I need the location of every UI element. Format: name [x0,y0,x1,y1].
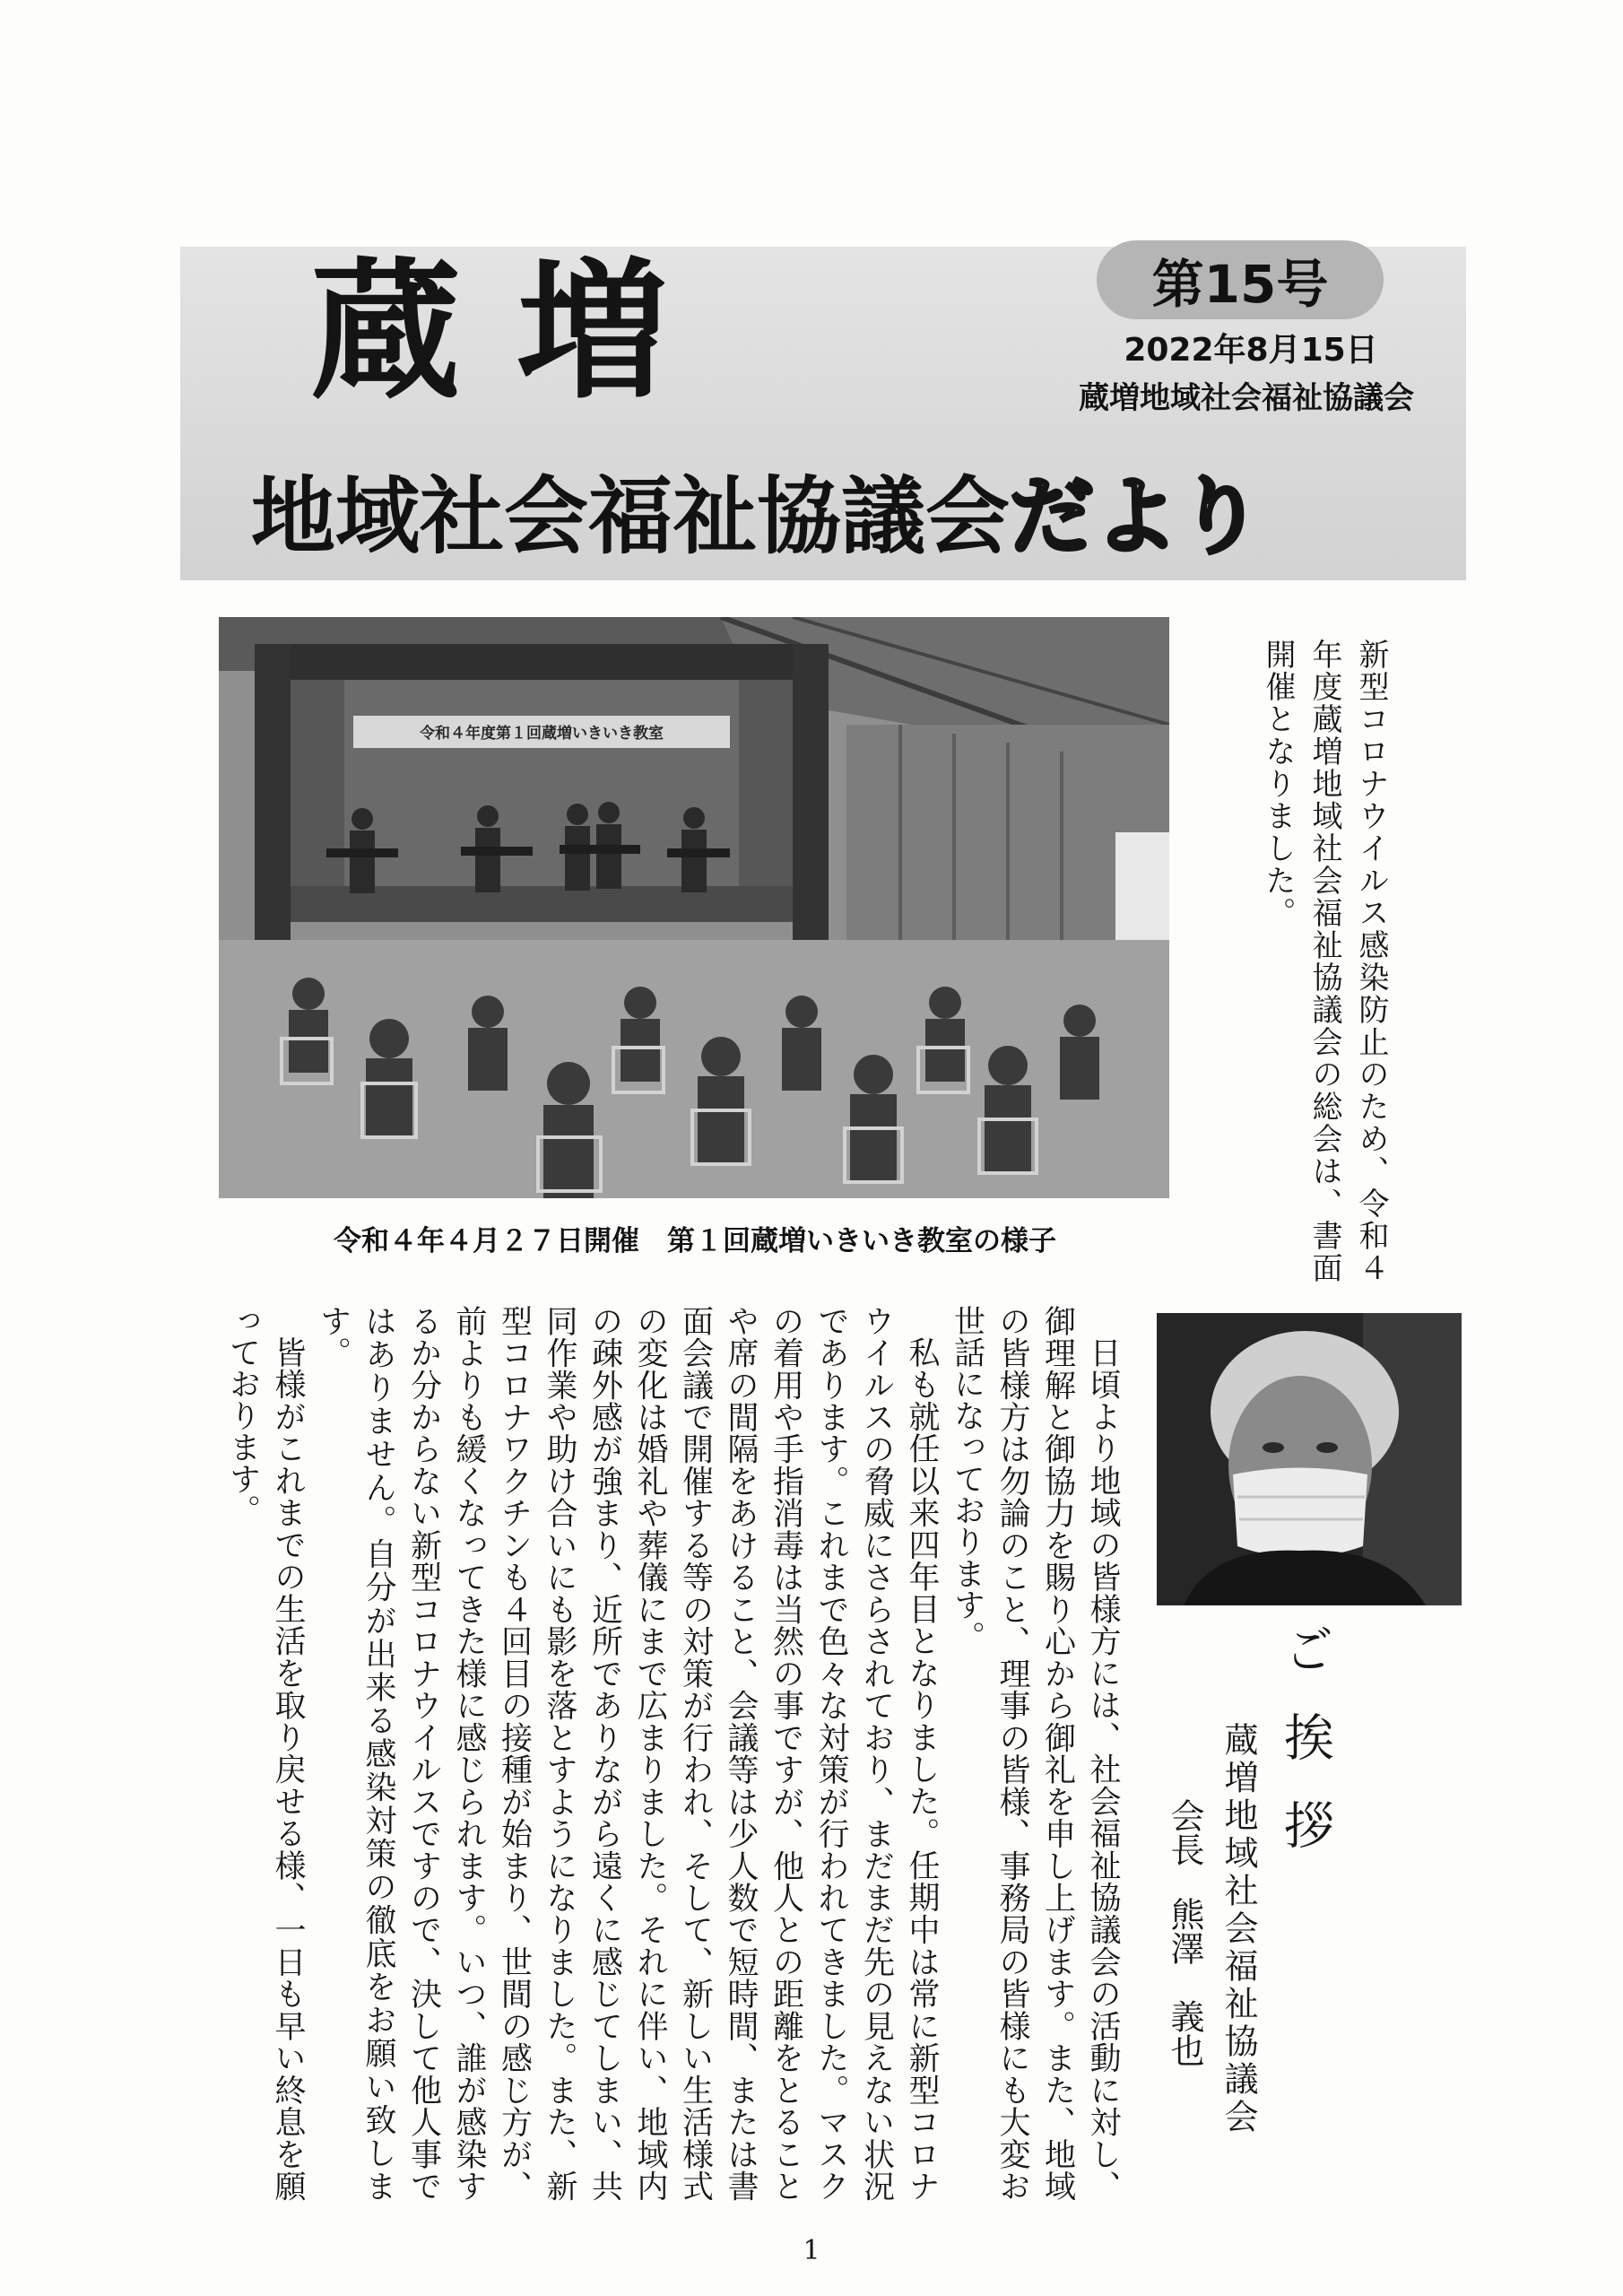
event-photo [219,617,1169,1198]
greeting-heading: ご挨拶 [1276,1623,1334,1887]
issue-number: 第15号 [1151,254,1329,315]
issue-organization: 蔵増地域社会福祉協議会 [1079,380,1414,416]
stage-banner-text: 令和４年度第１回蔵増いきいき教室 [420,725,664,742]
author-role: 会長 [1165,1798,1204,1866]
issue-number-badge [1097,240,1384,319]
general-meeting-notice: 新型コロナウイルス感染防止のため、令和４年度蔵増地域社会福祉協議会の総会は、書面開催となりました。 [1260,639,1389,1284]
greeting-paragraph: 皆様がこれまでの生活を取り戻せる様、一日も早い終息を願っております。 [224,1305,306,2202]
author-name: 熊澤 義也 [1165,1897,1204,2067]
photo-caption: 令和４年４月２７日開催 第１回蔵増いきいき教室の様子 [334,1225,1056,1257]
author-name-line [1155,1798,1209,2211]
page-number: 1 [803,2235,820,2266]
subtitle-main: 地域社会福祉協議会 [251,468,1011,566]
newsletter-subtitle [251,468,1453,567]
chairman-portrait [1157,1313,1462,1605]
greeting-body [197,1305,1125,2202]
issue-date: 2022年8月15日 [1124,332,1378,369]
author-organization: 蔵増地域社会福祉協議会 [1219,1722,1258,2136]
newsletter-title: 蔵増 [310,244,723,420]
greeting-paragraph: 私も就任以来四年目となりました。任期中は常に新型コロナウイルスの脅威にさらされており、まだまだ先の見えない状況であります。これまで色々な対策が行われてきました。マスクの着用や手指消毒は当然の事ですが、他人との距離をとることや席の間隔をあけること、会議等は少人数で短時間、または書面会議で開催する等の対策が行われ、そして、新しい生活様式の変化は婚礼や葬儀にまで広まりました。それに伴い、地域内の疎外感が強まり、近所でありながら遠くに感じてしまい、共同作業や助け合いにも影を落とすようになりました。また、新型コロナワクチンも４回目の接種が始まり、世間の感じ方が、前よりも緩くなってきた様に感じられます。いつ、誰が感染するか分からない新型コロナウイルスですので、決して他人事ではありません。自分が出来る感染対策の徹底をお願い致します。 [315,1305,940,2202]
greeting-paragraph: 日頃より地域の皆様方には、社会福祉協議会の活動に対し、御理解と御協力を賜り心から御礼を申し上げます。また、地域の皆様方は勿論のこと、理事の皆様、事務局の皆様にも大変お世話になっております。 [949,1305,1121,2202]
subtitle-suffix: だより [1010,468,1263,566]
